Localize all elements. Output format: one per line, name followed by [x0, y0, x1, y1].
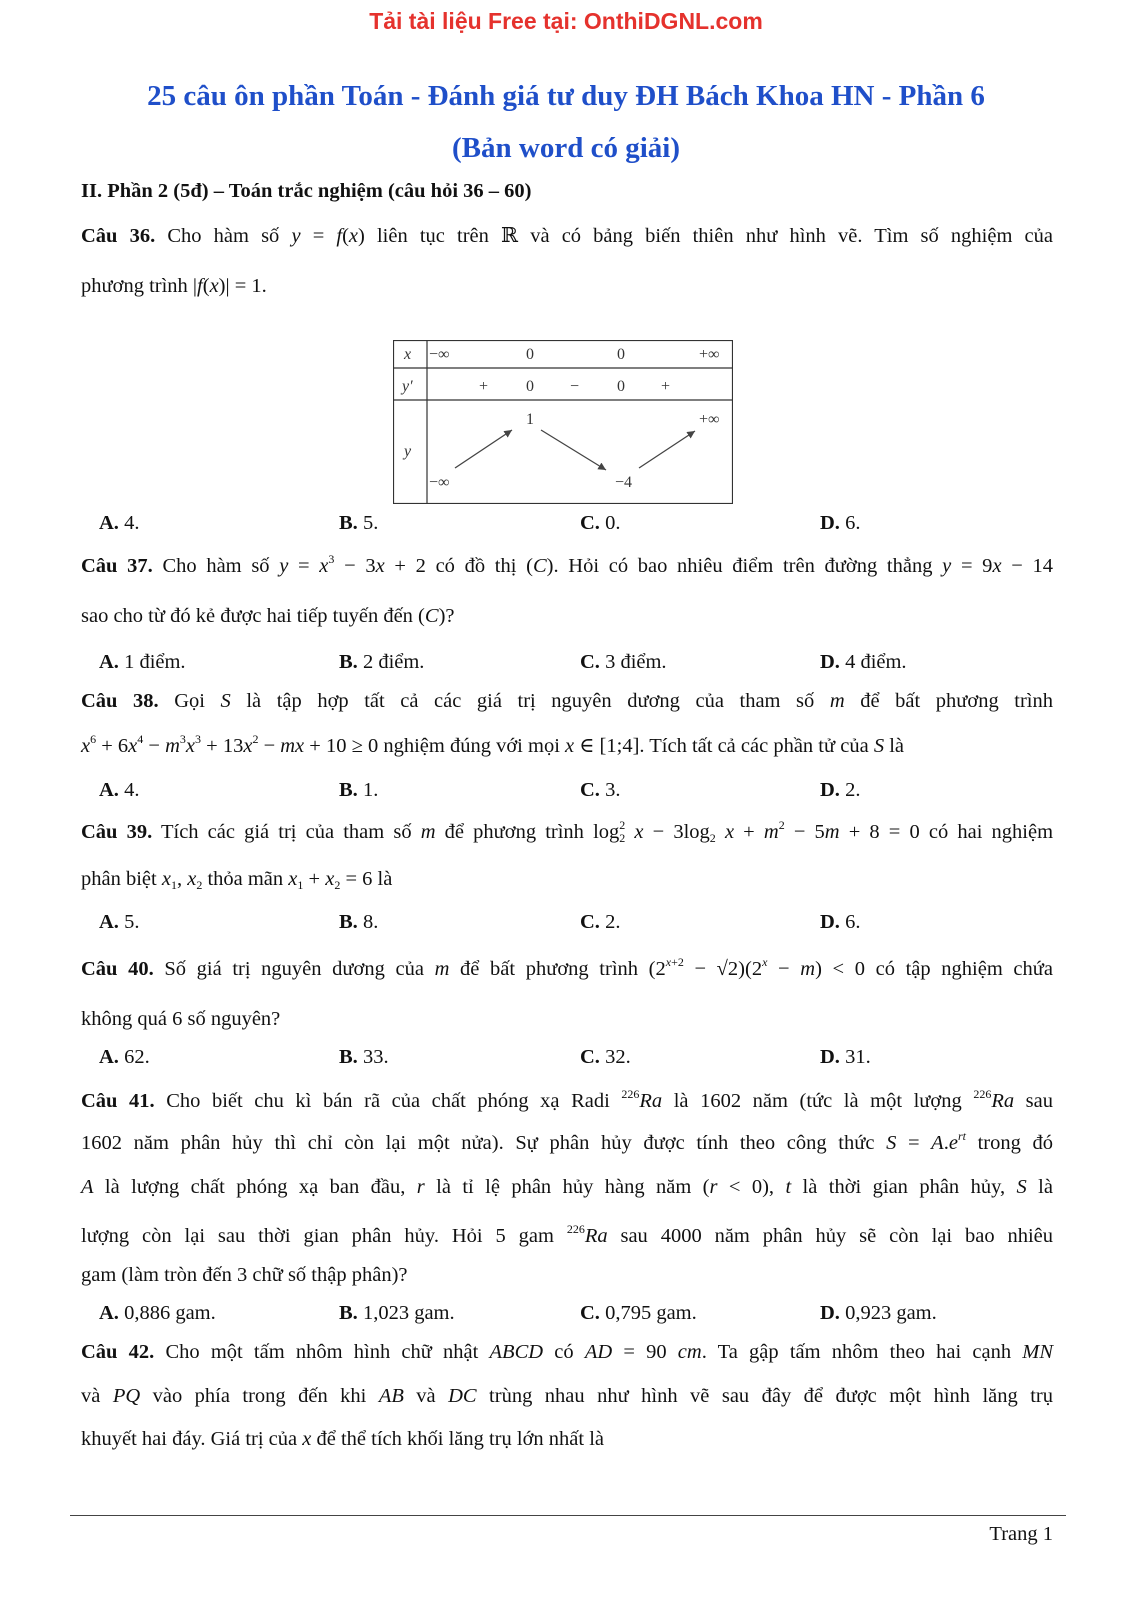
option-b[interactable]: B. 1,023 gam. — [339, 1302, 455, 1324]
x-value: +∞ — [699, 346, 720, 363]
option-a[interactable]: A. 62. — [99, 1046, 150, 1068]
option-b[interactable]: B. 5. — [339, 512, 379, 534]
sign-value: + — [479, 378, 489, 395]
row-label-x: x — [404, 346, 412, 363]
question-40-line-2: không quá 6 số nguyên? — [81, 1008, 281, 1030]
option-c[interactable]: C. 0. — [580, 512, 621, 534]
option-d[interactable]: D. 6. — [820, 911, 861, 933]
option-b[interactable]: B. 1. — [339, 779, 379, 801]
variation-table — [393, 340, 733, 504]
option-c[interactable]: C. 3 điểm. — [580, 651, 667, 673]
y-value: −4 — [615, 474, 633, 491]
option-c[interactable]: C. 32. — [580, 1046, 631, 1068]
option-b[interactable]: B. 2 điểm. — [339, 651, 425, 673]
question-39-line-2: phân biệt $x_1$, $x_2$ thỏa mãn $x_1 + x_2 = 6$ là — [81, 868, 393, 892]
document-title: 25 câu ôn phần Toán - Đánh giá tư duy ĐH Bách Khoa HN - Phần 6 — [147, 80, 985, 112]
question-38-line-1: Câu 38. Gọi S là tập hợp tất cả các giá trị nguyên dương của tham số m để bất phương trình — [81, 690, 1053, 712]
option-a[interactable]: A. 4. — [99, 512, 140, 534]
option-d[interactable]: D. 0,923 gam. — [820, 1302, 937, 1324]
option-c[interactable]: C. 0,795 gam. — [580, 1302, 697, 1324]
option-b[interactable]: B. 8. — [339, 911, 379, 933]
question-41-line-5: gam (làm tròn đến 3 chữ số thập phân)? — [81, 1264, 408, 1286]
row-label-y: y — [404, 443, 412, 460]
x-value: −∞ — [429, 346, 450, 363]
question-37-line-2: sao cho từ đó kẻ được hai tiếp tuyến đến (C)? — [81, 605, 455, 627]
increase-arrow — [455, 430, 512, 468]
increase-arrow — [639, 431, 695, 468]
footer-divider — [70, 1515, 1066, 1516]
question-38-line-2: $x^6 + 6x^4 - m^3x^3 + 13x^2$ − mx + 10 ≥ 0 nghiệm đúng với mọi x ∈ [1;4]. Tích tất cả các phần tử của S là — [81, 732, 904, 757]
y-value: −∞ — [429, 474, 450, 491]
question-36-line-1: Câu 36. Cho hàm số y = f(x) liên tục trên ℝ và có bảng biến thiên như hình vẽ. Tìm số nghiệm của — [81, 225, 1053, 247]
answer-options-41 — [0, 1302, 1132, 1330]
answer-options-39 — [0, 911, 1132, 939]
question-42-line-3: khuyết hai đáy. Giá trị của x để thể tích khối lăng trụ lớn nhất là — [81, 1428, 605, 1450]
option-c[interactable]: C. 2. — [580, 911, 621, 933]
page-number: Trang 1 — [989, 1523, 1053, 1545]
y-value: +∞ — [699, 411, 720, 428]
decrease-arrow — [541, 430, 606, 470]
option-a[interactable]: A. 1 điểm. — [99, 651, 186, 673]
document-subtitle: (Bản word có giải) — [452, 132, 680, 164]
option-d[interactable]: D. 6. — [820, 512, 861, 534]
answer-options-40 — [0, 1046, 1132, 1074]
sign-value: − — [570, 378, 580, 395]
option-a[interactable]: A. 0,886 gam. — [99, 1302, 216, 1324]
sign-value: 0 — [526, 378, 534, 395]
header-banner[interactable]: Tải tài liệu Free tại: OnthiDGNL.com — [369, 8, 763, 34]
x-value: 0 — [617, 346, 625, 363]
option-d[interactable]: D. 2. — [820, 779, 861, 801]
answer-options-36 — [0, 512, 1132, 540]
y-value: 1 — [526, 411, 534, 428]
answer-options-37 — [0, 651, 1132, 679]
question-41-line-3: A là lượng chất phóng xạ ban đầu, r là tỉ lệ phân hủy hàng năm (r < 0), t là thời gian phân hủy, S là — [81, 1176, 1053, 1198]
section-heading: II. Phần 2 (5đ) – Toán trắc nghiệm (câu hỏi 36 – 60) — [81, 180, 532, 202]
option-a[interactable]: A. 5. — [99, 911, 140, 933]
option-d[interactable]: D. 31. — [820, 1046, 871, 1068]
question-37-line-1: Câu 37. Cho hàm số $y = x^3 - 3x + 2$ có đồ thị (C). Hỏi có bao nhiêu điểm trên đường thẳng y = 9x − 14 — [81, 552, 1053, 577]
question-42-line-2: và PQ vào phía trong đến khi AB và DC trùng nhau như hình vẽ sau đây để được một hình lăng trụ — [81, 1385, 1053, 1407]
option-d[interactable]: D. 4 điểm. — [820, 651, 907, 673]
question-42-line-1: Câu 42. Cho một tấm nhôm hình chữ nhật ABCD có AD = 90 cm. Ta gập tấm nhôm theo hai cạnh MN — [81, 1341, 1054, 1363]
option-b[interactable]: B. 33. — [339, 1046, 389, 1068]
option-c[interactable]: C. 3. — [580, 779, 621, 801]
question-40-line-1: Câu 40. Số giá trị nguyên dương của m để bất phương trình $(2^{x+2} - √2)(2^x - m) < 0$ có tập nghiệm chứa — [81, 955, 1053, 980]
question-41-line-2: 1602 năm phân hủy thì chỉ còn lại một nửa). Sự phân hủy được tính theo công thức $S = A.e^{rt}$ trong đó — [81, 1129, 1054, 1154]
sign-value: + — [661, 378, 671, 395]
question-41-line-4: lượng còn lại sau thời gian phân hủy. Hỏi 5 gam $^{226}$Ra sau 4000 năm phân hủy sẽ còn lại bao nhiêu — [81, 1222, 1054, 1247]
sign-value: 0 — [617, 378, 625, 395]
x-value: 0 — [526, 346, 534, 363]
question-41-line-1: Câu 41. Cho biết chu kì bán rã của chất phóng xạ Radi $^{226}$Ra là 1602 năm (tức là một lượng $^{226}$Ra sau — [81, 1087, 1054, 1112]
question-36-line-2: phương trình |f(x)| = 1. — [81, 275, 267, 297]
option-a[interactable]: A. 4. — [99, 779, 140, 801]
row-label-y-prime: y′ — [402, 378, 413, 395]
question-39-line-1: Câu 39. Tích các giá trị của tham số m để phương trình $\log_2^2 x - 3\log_2$ $x + m^2 - 5m + 8 = 0$ có hai nghiệm — [81, 818, 1054, 845]
answer-options-38 — [0, 779, 1132, 807]
